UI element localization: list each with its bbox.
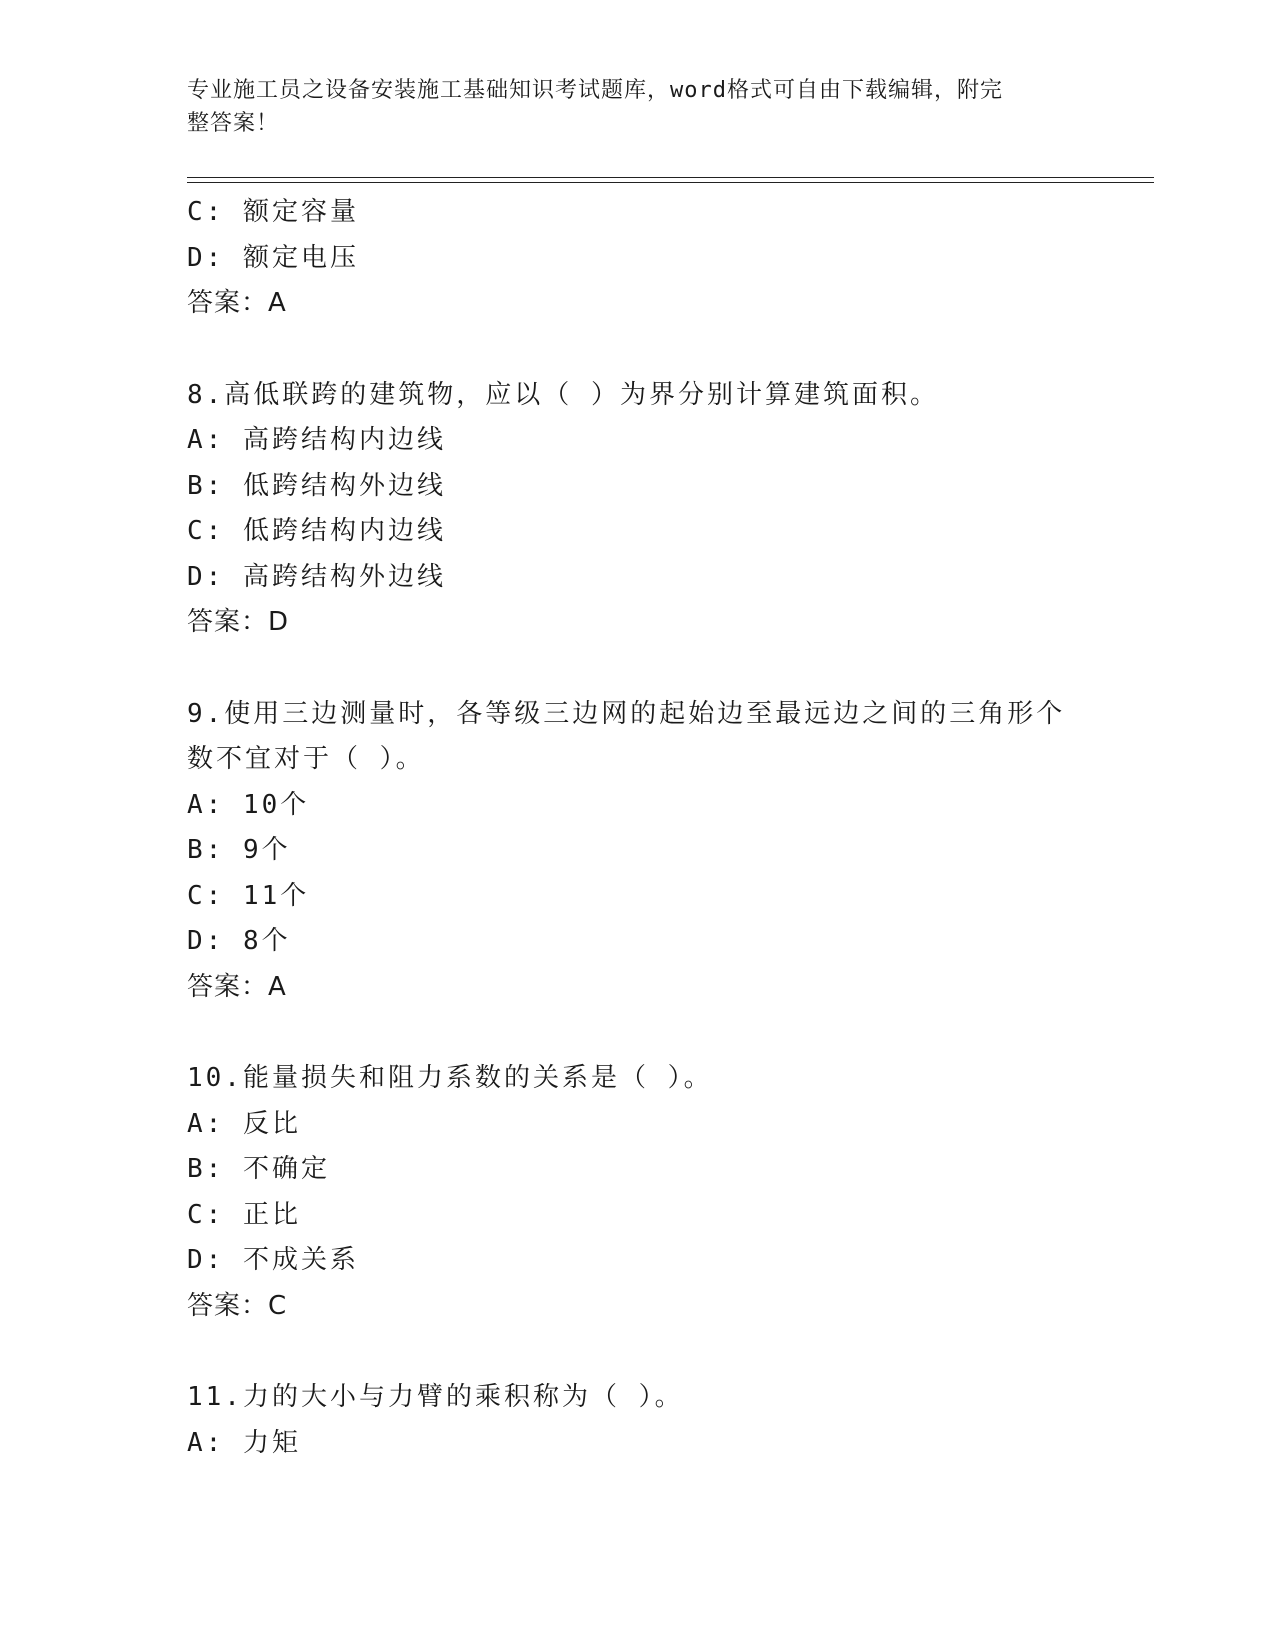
option-d: D: 8个 [187, 926, 291, 956]
option-d: D: 不成关系 [187, 1245, 359, 1275]
option-c: C: 低跨结构内边线 [187, 516, 446, 546]
question-stem: 8.高低联跨的建筑物，应以（ ）为界分别计算建筑面积。 [187, 379, 939, 410]
option-b: B: 低跨结构外边线 [187, 470, 446, 501]
option-c: C: 正比 [187, 1199, 301, 1230]
question-list [187, 190, 1147, 1466]
question-11 [187, 1375, 1147, 1466]
question-partial [187, 190, 1147, 327]
option-a: A: 反比 [187, 1108, 301, 1139]
question-stem-continued: 数不宜对于（ ）。 [187, 744, 425, 774]
question-stem: 10.能量损失和阻力系数的关系是（ ）。 [187, 1063, 713, 1093]
header-line-2: 整答案！ [187, 111, 280, 136]
option-c: C: 11个 [187, 880, 310, 911]
option-b: B: 不确定 [187, 1154, 330, 1184]
answer-line: 答案：C [187, 1290, 288, 1321]
question-9 [187, 692, 1147, 1011]
question-stem: 11.力的大小与力臂的乘积称为（ ）。 [187, 1382, 684, 1412]
answer-line: 答案：A [187, 971, 287, 1002]
answer-line: 答案：D [187, 607, 290, 637]
option-c: C: 额定容量 [187, 197, 359, 227]
answer-line: 答案：A [187, 288, 287, 318]
question-stem: 9.使用三边测量时，各等级三边网的起始边至最远边之间的三角形个 [187, 698, 1066, 729]
question-10 [187, 1056, 1147, 1329]
option-a: A: 力矩 [187, 1427, 301, 1458]
spacer [187, 1329, 1147, 1375]
option-d: D: 高跨结构外边线 [187, 561, 446, 592]
header-divider-top [187, 177, 1154, 178]
option-b: B: 9个 [187, 835, 291, 865]
option-a: A: 高跨结构内边线 [187, 425, 446, 455]
spacer [187, 1010, 1147, 1056]
option-a: A: 10个 [187, 789, 310, 820]
document-header [187, 74, 1067, 140]
header-divider-bottom [187, 182, 1154, 183]
spacer [187, 327, 1147, 373]
spacer [187, 646, 1147, 692]
header-line-1: 专业施工员之设备安装施工基础知识考试题库，word格式可自由下载编辑，附完 [187, 78, 1003, 103]
option-d: D: 额定电压 [187, 242, 359, 273]
question-8 [187, 373, 1147, 646]
